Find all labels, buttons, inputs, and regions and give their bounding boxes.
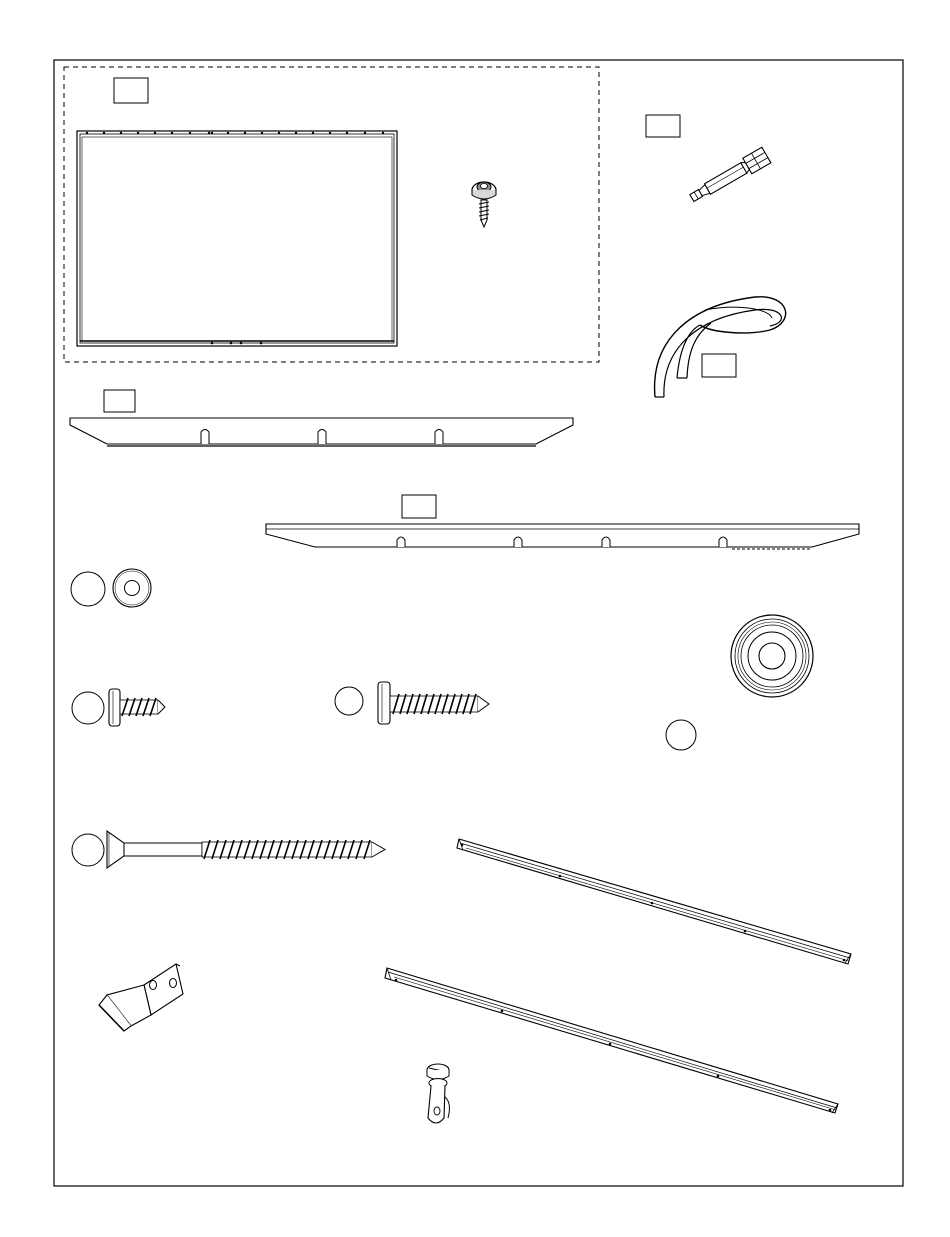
driver-bit [646, 115, 771, 206]
long-screw [72, 831, 385, 868]
glass-rail-1 [457, 839, 851, 964]
short-screw-label-circle [72, 692, 104, 724]
short-screw [72, 689, 165, 726]
cover-cap [666, 615, 813, 750]
long-profile [266, 495, 859, 549]
washer-label-circle [71, 572, 105, 606]
mounting-bracket [99, 964, 183, 1031]
long-screw-label-circle [72, 834, 104, 866]
panel-group-dashed-outline [64, 67, 599, 362]
seal-strip-roll [655, 297, 786, 397]
short-profile-label-box [104, 390, 135, 412]
glazing-screw [472, 182, 496, 227]
cover-cap-label-circle [666, 720, 696, 750]
driver-bit-label-box [646, 115, 680, 137]
washer [71, 569, 151, 607]
panel-label-box [114, 78, 148, 103]
medium-screw-label-circle [335, 687, 363, 715]
long-profile-label-box [402, 495, 436, 518]
seal-strip-label-box [702, 354, 736, 377]
panel-group [64, 67, 599, 362]
panel-frame [77, 131, 397, 346]
pivot-pin [427, 1064, 449, 1123]
medium-screw [335, 682, 489, 724]
short-profile [70, 390, 573, 446]
glass-rail-2 [385, 968, 838, 1113]
